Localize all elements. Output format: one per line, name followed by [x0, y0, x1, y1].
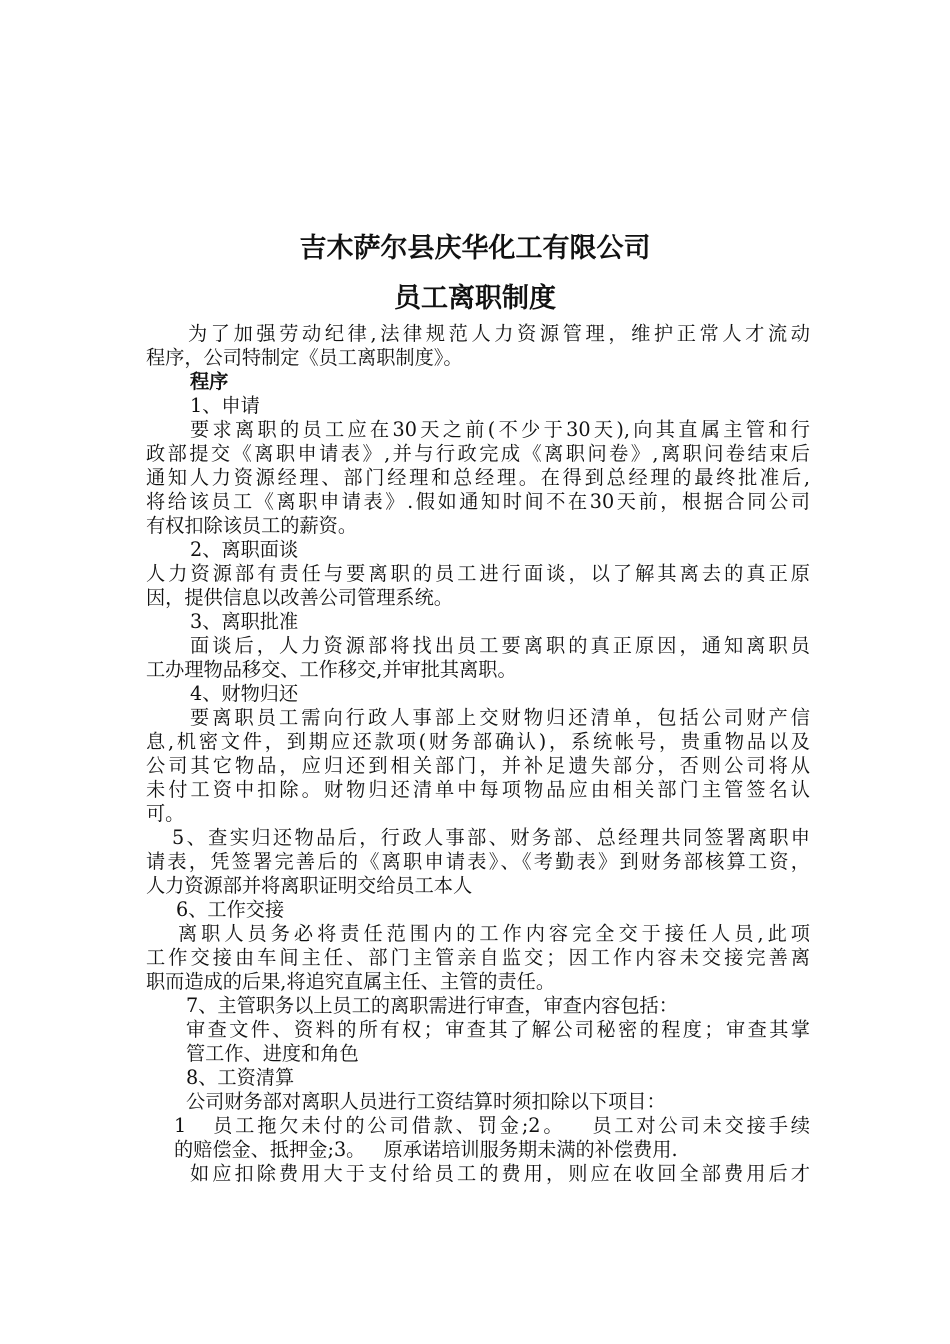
paragraph-line: 工办理物品移交、工作移交,并审批其离职。	[146, 658, 517, 681]
paragraph-line: 如应扣除费用大于支付给员工的费用，则应在收回全部费用后才	[190, 1162, 810, 1185]
paragraph-line: 审查文件、资料的所有权；审查其了解公司秘密的程度；审查其掌	[186, 1018, 810, 1041]
document-title: 员工离职制度	[394, 283, 556, 314]
paragraph-line: 政部提交《离职申请表》,并与行政完成《离职问卷》,离职问卷结束后	[146, 442, 810, 465]
paragraph-line: 6、工作交接	[176, 898, 285, 921]
paragraph-line: 有权扣除该员工的薪资。	[146, 514, 358, 537]
paragraph-line: 为了加强劳动纪律,法律规范人力资源管理，维护正常人才流动	[188, 322, 810, 345]
paragraph-line: 8、工资清算	[186, 1066, 295, 1089]
paragraph-line: 公司财务部对离职人员进行工资结算时须扣除以下项目：	[186, 1090, 666, 1113]
paragraph-line: 请表，凭签署完善后的《离职申请表》、《考勤表》到财务部核算工资，	[146, 850, 810, 873]
company-name: 吉木萨尔县庆华化工有限公司	[299, 233, 651, 264]
paragraph-line: 程序，公司特制定《员工离职制度》。	[146, 346, 463, 369]
paragraph-line: 工作交接由车间主任、部门主管亲自监交；因工作内容未交接完善离	[146, 946, 810, 969]
paragraph-line: 公司其它物品，应归还到相关部门，并补足遗失部分，否则公司将从	[146, 754, 810, 777]
paragraph-line: 未付工资中扣除。财物归还清单中每项物品应由相关部门主管签名认	[146, 778, 810, 801]
paragraph-line: 的赔偿金、抵押金;3。 原承诺培训服务期未满的补偿费用.	[174, 1138, 678, 1161]
paragraph-line: 1 员工拖欠未付的公司借款、罚金;2。 员工对公司未交接手续	[174, 1114, 810, 1137]
paragraph-line: 4、财物归还	[190, 682, 299, 705]
paragraph-line: 职而造成的后果,将追究直属主任、主管的责任。	[146, 970, 556, 993]
paragraph-line: 7、主管职务以上员工的离职需进行审查，审查内容包括：	[186, 994, 678, 1017]
paragraph-line: 人力资源部并将离职证明交给员工本人	[146, 874, 473, 897]
paragraph-line: 可。	[146, 802, 185, 825]
paragraph-line: 2、离职面谈	[190, 538, 299, 561]
paragraph-line: 通知人力资源经理、部门经理和总经理。在得到总经理的最终批准后,	[146, 466, 810, 489]
paragraph-line: 1、申请	[190, 394, 260, 417]
paragraph-line: 面谈后，人力资源部将找出员工要离职的真正原因，通知离职员	[190, 634, 810, 657]
paragraph-line: 离职人员务必将责任范围内的工作内容完全交于接任人员,此项	[178, 922, 810, 945]
paragraph-line: 因，提供信息以改善公司管理系统。	[146, 586, 453, 609]
paragraph-line: 管工作、进度和角色	[186, 1042, 359, 1065]
paragraph-line: 5、查实归还物品后，行政人事部、财务部、总经理共同签署离职申	[172, 826, 810, 849]
paragraph-line: 要离职员工需向行政人事部上交财物归还清单，包括公司财产信	[190, 706, 810, 729]
paragraph-line: 将给该员工《离职申请表》.假如通知时间不在30天前，根据合同公司	[146, 490, 810, 513]
paragraph-line: 息,机密文件，到期应还款项(财务部确认)，系统帐号，贵重物品以及	[146, 730, 810, 753]
section-heading: 程序	[190, 370, 229, 393]
paragraph-line: 要求离职的员工应在30天之前(不少于30天),向其直属主管和行	[190, 418, 810, 441]
paragraph-line: 3、离职批准	[190, 610, 299, 633]
paragraph-line: 人力资源部有责任与要离职的员工进行面谈，以了解其离去的真正原	[146, 562, 810, 585]
document-body	[146, 322, 810, 1186]
